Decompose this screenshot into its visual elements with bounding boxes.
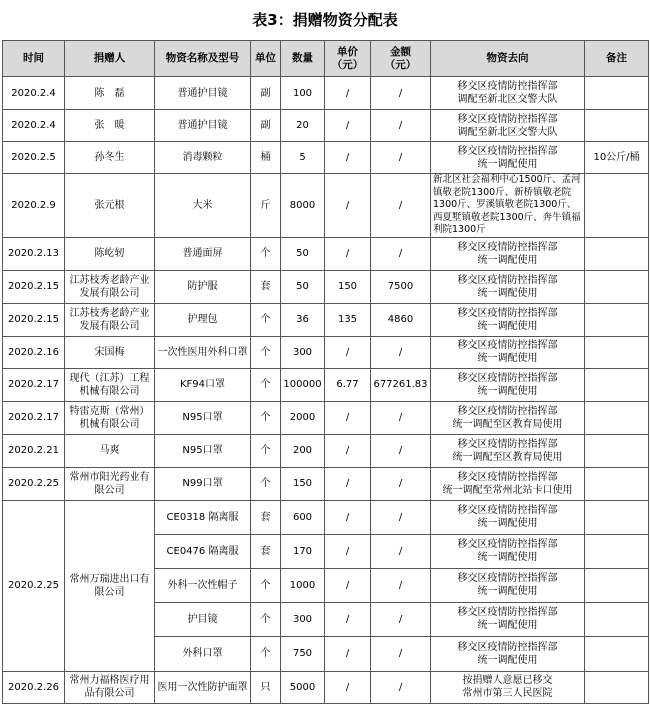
cell-remark bbox=[585, 602, 649, 636]
direction-line-2: 统一调配使用 bbox=[477, 620, 538, 631]
cell-direction bbox=[431, 434, 585, 467]
direction-line-2: 统一调配使用 bbox=[477, 254, 538, 266]
cell-remark bbox=[585, 534, 649, 568]
cell-donor: 常州市阳光药业有限公司 bbox=[65, 467, 155, 500]
cell-qty: 150 bbox=[281, 467, 325, 500]
cell-unit: 只 bbox=[251, 671, 281, 703]
cell-direction bbox=[431, 142, 585, 174]
cell-direction bbox=[431, 174, 585, 238]
cell-price: / bbox=[325, 336, 371, 368]
col-header-qty: 数量 bbox=[281, 41, 325, 77]
cell-remark bbox=[585, 237, 649, 270]
direction-line-1: 移交区疫情防控指挥部 bbox=[457, 438, 558, 450]
donation-table bbox=[2, 40, 649, 704]
cell-price: / bbox=[325, 500, 371, 534]
direction-line-2: 统一调配使用 bbox=[477, 287, 538, 299]
direction-line-2: 统一调配使用 bbox=[477, 320, 538, 332]
table-row bbox=[3, 77, 649, 110]
direction-line-1: 移交区疫情防控指挥部 bbox=[457, 573, 558, 584]
direction-line-1: 移交区疫情防控指挥部 bbox=[457, 372, 558, 384]
col-header-unit: 单位 bbox=[251, 41, 281, 77]
direction-line-1: 移交区疫情防控指挥部 bbox=[457, 81, 558, 92]
cell-item: 消毒颗粒 bbox=[155, 142, 251, 174]
table-row bbox=[3, 500, 649, 534]
page-title: 表3：捐赠物资分配表 bbox=[252, 11, 398, 29]
cell-unit: 个 bbox=[251, 401, 281, 434]
direction-line-2: 常州市第三人民医院 bbox=[462, 688, 553, 699]
cell-donor: 特雷克斯（常州）机械有限公司 bbox=[65, 401, 155, 434]
cell-donor: 马爽 bbox=[65, 434, 155, 467]
cell-price: 6.77 bbox=[325, 368, 371, 401]
cell-price: / bbox=[325, 534, 371, 568]
cell-qty: 300 bbox=[281, 336, 325, 368]
direction-line-1: 按捐赠人意愿已移交 bbox=[462, 675, 553, 686]
cell-item: CE0476 隔离服 bbox=[155, 534, 251, 568]
direction-line-1: 移交区疫情防控指挥部 bbox=[457, 340, 558, 351]
cell-direction bbox=[431, 401, 585, 434]
direction-line-1: 移交区疫情防控指挥部 bbox=[457, 641, 558, 653]
cell-item: N99口罩 bbox=[155, 467, 251, 500]
cell-unit: 个 bbox=[251, 434, 281, 467]
cell-item: 护目镜 bbox=[155, 602, 251, 636]
cell-direction bbox=[431, 270, 585, 303]
cell-donor: 江苏枝秀老龄产业发展有限公司 bbox=[65, 270, 155, 303]
direction-line-1: 移交区疫情防控指挥部 bbox=[457, 471, 558, 483]
cell-donor: 现代（江苏）工程机械有限公司 bbox=[65, 368, 155, 401]
table-row bbox=[3, 142, 649, 174]
cell-item: 防护服 bbox=[155, 270, 251, 303]
cell-unit: 副 bbox=[251, 77, 281, 110]
direction-line-1: 移交区疫情防控指挥部 bbox=[457, 307, 558, 319]
cell-direction bbox=[431, 568, 585, 602]
cell-unit: 斤 bbox=[251, 174, 281, 238]
col-header-donor: 捐赠人 bbox=[65, 41, 155, 77]
cell-unit: 套 bbox=[251, 500, 281, 534]
cell-item: 护理包 bbox=[155, 303, 251, 336]
direction-line-2: 统一调配使用 bbox=[477, 158, 538, 170]
table-row bbox=[3, 368, 649, 401]
cell-qty: 1000 bbox=[281, 568, 325, 602]
table-row bbox=[3, 303, 649, 336]
col-header-remark: 备注 bbox=[585, 41, 649, 77]
cell-price: / bbox=[325, 568, 371, 602]
cell-qty: 5000 bbox=[281, 671, 325, 703]
cell-qty: 200 bbox=[281, 434, 325, 467]
cell-unit: 个 bbox=[251, 602, 281, 636]
cell-remark bbox=[585, 636, 649, 671]
cell-item: N95口罩 bbox=[155, 434, 251, 467]
cell-unit: 个 bbox=[251, 467, 281, 500]
cell-amount: / bbox=[371, 401, 431, 434]
cell-price: / bbox=[325, 434, 371, 467]
cell-amount: / bbox=[371, 500, 431, 534]
cell-unit: 个 bbox=[251, 368, 281, 401]
table-row bbox=[3, 401, 649, 434]
direction-line-2: 调配至新北区交警大队 bbox=[457, 126, 558, 138]
cell-amount: / bbox=[371, 602, 431, 636]
cell-remark bbox=[585, 174, 649, 238]
cell-amount: / bbox=[371, 237, 431, 270]
cell-donor: 陈屹轫 bbox=[65, 237, 155, 270]
cell-qty: 50 bbox=[281, 270, 325, 303]
cell-time: 2020.2.13 bbox=[3, 237, 65, 270]
cell-direction bbox=[431, 671, 585, 703]
table-row bbox=[3, 237, 649, 270]
table-row bbox=[3, 174, 649, 238]
cell-direction bbox=[431, 77, 585, 110]
cell-price: / bbox=[325, 602, 371, 636]
table-row bbox=[3, 110, 649, 142]
cell-price: / bbox=[325, 142, 371, 174]
cell-item: 普通面屏 bbox=[155, 237, 251, 270]
cell-price: / bbox=[325, 174, 371, 238]
cell-amount: / bbox=[371, 534, 431, 568]
direction-line-1: 移交区疫情防控指挥部 bbox=[457, 113, 558, 125]
direction-line-1: 移交区疫情防控指挥部 bbox=[457, 607, 558, 618]
cell-amount: 7500 bbox=[371, 270, 431, 303]
col-header-direction: 物资去向 bbox=[431, 41, 585, 77]
cell-time: 2020.2.17 bbox=[3, 401, 65, 434]
cell-time: 2020.2.15 bbox=[3, 303, 65, 336]
table-row bbox=[3, 671, 649, 703]
direction-line-1: 移交区疫情防控指挥部 bbox=[457, 241, 558, 253]
cell-unit: 个 bbox=[251, 336, 281, 368]
direction-line-1: 移交区疫情防控指挥部 bbox=[457, 505, 558, 516]
cell-qty: 50 bbox=[281, 237, 325, 270]
cell-qty: 750 bbox=[281, 636, 325, 671]
cell-donor: 常州力福格医疗用品有限公司 bbox=[65, 671, 155, 703]
cell-qty: 20 bbox=[281, 110, 325, 142]
cell-price: / bbox=[325, 237, 371, 270]
cell-price: / bbox=[325, 110, 371, 142]
cell-direction bbox=[431, 237, 585, 270]
cell-amount: 4860 bbox=[371, 303, 431, 336]
cell-qty: 100000 bbox=[281, 368, 325, 401]
cell-time: 2020.2.9 bbox=[3, 174, 65, 238]
cell-donor: 张元根 bbox=[65, 174, 155, 238]
cell-price: / bbox=[325, 467, 371, 500]
cell-direction bbox=[431, 110, 585, 142]
cell-amount: / bbox=[371, 174, 431, 238]
cell-price: 135 bbox=[325, 303, 371, 336]
cell-price: / bbox=[325, 671, 371, 703]
cell-item: 普通护目镜 bbox=[155, 77, 251, 110]
cell-time: 2020.2.16 bbox=[3, 336, 65, 368]
cell-amount: / bbox=[371, 671, 431, 703]
cell-unit: 桶 bbox=[251, 142, 281, 174]
cell-remark bbox=[585, 77, 649, 110]
direction-line-2: 统一调配使用 bbox=[477, 385, 538, 397]
cell-unit: 个 bbox=[251, 568, 281, 602]
cell-price: / bbox=[325, 401, 371, 434]
cell-donor: 张 暖 bbox=[65, 110, 155, 142]
cell-qty: 600 bbox=[281, 500, 325, 534]
direction-line-2: 统一调配使用 bbox=[477, 552, 538, 563]
cell-amount: / bbox=[371, 142, 431, 174]
cell-direction bbox=[431, 636, 585, 671]
cell-item: 大米 bbox=[155, 174, 251, 238]
direction-line-2: 统一调配至常州北站卡口使用 bbox=[442, 484, 573, 496]
table-row bbox=[3, 434, 649, 467]
cell-item: N95口罩 bbox=[155, 401, 251, 434]
cell-unit: 套 bbox=[251, 270, 281, 303]
table-row bbox=[3, 270, 649, 303]
cell-item: CE0318 隔离服 bbox=[155, 500, 251, 534]
cell-remark bbox=[585, 500, 649, 534]
cell-donor: 江苏枝秀老龄产业发展有限公司 bbox=[65, 303, 155, 336]
cell-remark bbox=[585, 303, 649, 336]
cell-time: 2020.2.25 bbox=[3, 467, 65, 500]
cell-qty: 300 bbox=[281, 602, 325, 636]
cell-direction bbox=[431, 368, 585, 401]
cell-unit: 套 bbox=[251, 534, 281, 568]
cell-remark bbox=[585, 270, 649, 303]
cell-qty: 2000 bbox=[281, 401, 325, 434]
cell-direction bbox=[431, 534, 585, 568]
cell-remark bbox=[585, 568, 649, 602]
cell-amount: 677261.83 bbox=[371, 368, 431, 401]
direction-line-2: 统一调配使用 bbox=[477, 353, 538, 364]
header-row bbox=[3, 41, 649, 77]
cell-item: 一次性医用外科口罩 bbox=[155, 336, 251, 368]
cell-amount: / bbox=[371, 77, 431, 110]
cell-amount: / bbox=[371, 434, 431, 467]
cell-item: 医用一次性防护面罩 bbox=[155, 671, 251, 703]
cell-unit: 个 bbox=[251, 303, 281, 336]
cell-direction bbox=[431, 467, 585, 500]
cell-remark bbox=[585, 368, 649, 401]
cell-direction bbox=[431, 336, 585, 368]
col-header-price: 单价 （元） bbox=[325, 41, 371, 77]
cell-remark bbox=[585, 336, 649, 368]
table-row bbox=[3, 336, 649, 368]
cell-time: 2020.2.26 bbox=[3, 671, 65, 703]
cell-amount: / bbox=[371, 336, 431, 368]
cell-item: 外科一次性帽子 bbox=[155, 568, 251, 602]
cell-price: / bbox=[325, 636, 371, 671]
cell-remark bbox=[585, 467, 649, 500]
direction-line-1: 移交区疫情防控指挥部 bbox=[457, 539, 558, 550]
direction-line-1: 移交区疫情防控指挥部 bbox=[457, 405, 558, 417]
cell-remark bbox=[585, 671, 649, 703]
cell-qty: 100 bbox=[281, 77, 325, 110]
cell-donor: 孙冬生 bbox=[65, 142, 155, 174]
cell-unit: 副 bbox=[251, 110, 281, 142]
cell-donor: 陈 磊 bbox=[65, 77, 155, 110]
cell-price: / bbox=[325, 77, 371, 110]
cell-amount: / bbox=[371, 568, 431, 602]
cell-price: 150 bbox=[325, 270, 371, 303]
cell-item: 普通护目镜 bbox=[155, 110, 251, 142]
cell-remark bbox=[585, 110, 649, 142]
direction-line-2: 统一调配至区教育局使用 bbox=[452, 451, 563, 463]
col-header-time: 时间 bbox=[3, 41, 65, 77]
cell-item: KF94口罩 bbox=[155, 368, 251, 401]
cell-amount: / bbox=[371, 636, 431, 671]
cell-direction bbox=[431, 500, 585, 534]
direction-line-2: 调配至新北区交警大队 bbox=[457, 94, 558, 105]
direction-line-1: 新北区社会福利中心1500斤、孟河镇敬老院1300斤、新桥镇敬老院1300斤、罗溪镇敬老院1300斤、西夏墅镇敬老院1300斤、奔牛镇福利院1300斤 bbox=[433, 174, 581, 235]
cell-item: 外科口罩 bbox=[155, 636, 251, 671]
cell-time: 2020.2.21 bbox=[3, 434, 65, 467]
table-row bbox=[3, 467, 649, 500]
direction-line-1: 移交区疫情防控指挥部 bbox=[457, 145, 558, 157]
direction-line-1: 移交区疫情防控指挥部 bbox=[457, 274, 558, 286]
cell-direction bbox=[431, 602, 585, 636]
cell-amount: / bbox=[371, 110, 431, 142]
cell-time: 2020.2.25 bbox=[3, 500, 65, 671]
cell-remark: 10公斤/桶 bbox=[585, 142, 649, 174]
col-header-amount: 金额 （元） bbox=[371, 41, 431, 77]
cell-qty: 8000 bbox=[281, 174, 325, 238]
direction-line-2: 统一调配至区教育局使用 bbox=[452, 418, 563, 430]
cell-unit: 个 bbox=[251, 237, 281, 270]
cell-time: 2020.2.4 bbox=[3, 110, 65, 142]
cell-direction bbox=[431, 303, 585, 336]
col-header-item: 物资名称及型号 bbox=[155, 41, 251, 77]
cell-time: 2020.2.15 bbox=[3, 270, 65, 303]
direction-line-2: 统一调配使用 bbox=[477, 654, 538, 666]
cell-time: 2020.2.5 bbox=[3, 142, 65, 174]
cell-qty: 170 bbox=[281, 534, 325, 568]
cell-time: 2020.2.4 bbox=[3, 77, 65, 110]
cell-remark bbox=[585, 401, 649, 434]
direction-line-2: 统一调配使用 bbox=[477, 518, 538, 529]
cell-donor: 宋国梅 bbox=[65, 336, 155, 368]
cell-donor: 常州万瑞进出口有限公司 bbox=[65, 500, 155, 671]
cell-time: 2020.2.17 bbox=[3, 368, 65, 401]
direction-line-2: 统一调配使用 bbox=[477, 586, 538, 597]
cell-unit: 个 bbox=[251, 636, 281, 671]
cell-remark bbox=[585, 434, 649, 467]
cell-qty: 36 bbox=[281, 303, 325, 336]
cell-qty: 5 bbox=[281, 142, 325, 174]
cell-amount: / bbox=[371, 467, 431, 500]
